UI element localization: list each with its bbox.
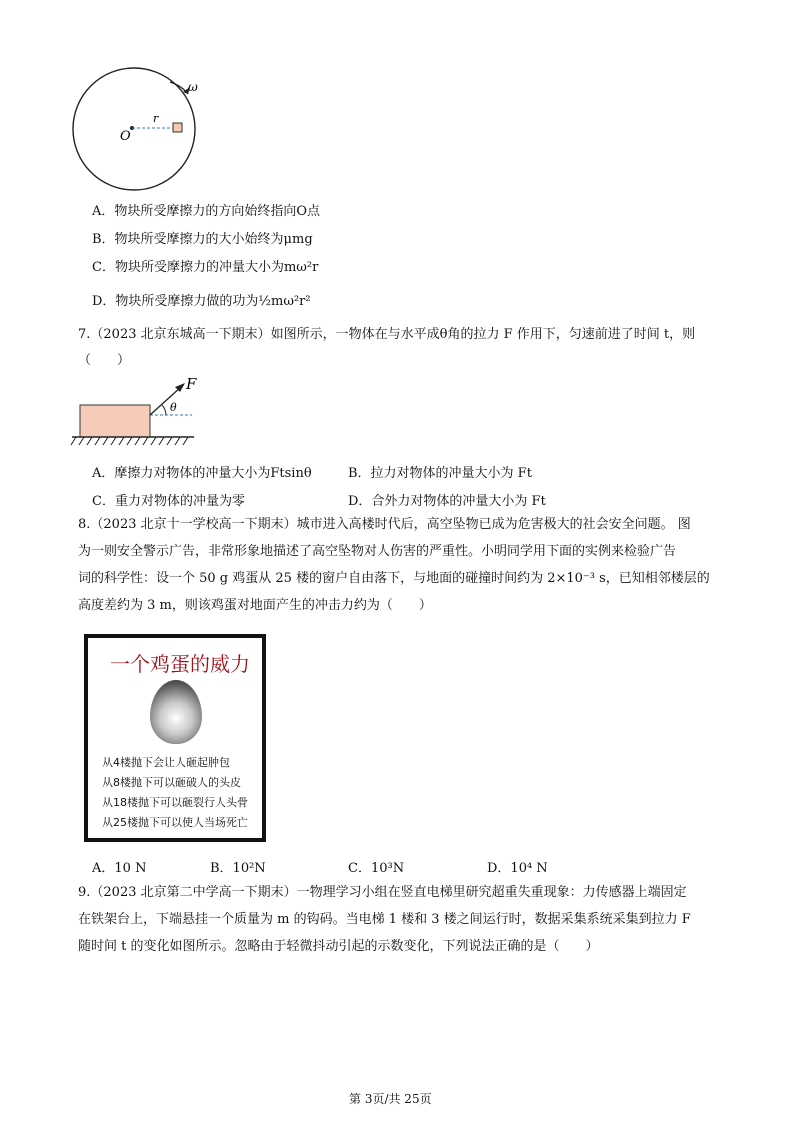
q9-stem-line1: 9.（2023 北京第二中学高一下期末）一物理学习小组在竖直电梯里研究超重失重现象：力传感器上端固定 (78, 885, 687, 900)
q8-stem-line3: 词的科学性：设一个 50 g 鸡蛋从 25 楼的窗户自由落下，与地面的碰撞时间约为 2×10⁻³ s，已知相邻楼层的 (78, 571, 710, 586)
pulled-block-diagram (70, 375, 200, 455)
radius-label: r (153, 112, 159, 125)
q7-option-b: B．拉力对物体的冲量大小为 Ft (348, 466, 532, 481)
force-label: F (186, 375, 197, 393)
q6-option-b: B．物块所受摩擦力的大小始终为μmg (92, 232, 313, 247)
ground-hatch (71, 437, 188, 445)
q8-option-b: B．10²N (210, 861, 266, 876)
q6-option-a: A．物块所受摩擦力的方向始终指向O点 (92, 204, 321, 219)
q7-stem-line2: （ ） (78, 353, 131, 368)
q8-stem-line1: 8.（2023 北京十一学校高一下期末）城市进入高楼时代后，高空坠物已成为危害极大的社会安全问题。 图 (78, 517, 691, 532)
angle-arc (162, 405, 166, 415)
egg-image (150, 680, 202, 744)
q8-stem-line4: 高度差约为 3 m，则该鸡蛋对地面产生的冲击力约为（ ） (78, 598, 432, 613)
block (173, 123, 182, 132)
q8-option-c: C．10³N (348, 861, 405, 876)
q6-option-c: C．物块所受摩擦力的冲量大小为mω²r (92, 260, 319, 275)
page-number: 第 3页/共 25页 (349, 1092, 432, 1106)
poster-line: 从4楼抛下会让人砸起肿包 (102, 756, 230, 769)
block (80, 405, 150, 437)
safety-poster (84, 634, 266, 842)
q8-option-a: A．10 N (92, 861, 147, 876)
q9-stem-line2: 在铁架台上，下端悬挂一个质量为 m 的钩码。当电梯 1 楼和 3 楼之间运行时，数据采集系统采集到拉力 F (78, 912, 691, 927)
poster-line: 从8楼抛下可以砸破人的头皮 (102, 776, 241, 789)
q7-option-d: D．合外力对物体的冲量大小为 Ft (348, 494, 546, 509)
omega-label: ω (188, 80, 198, 94)
poster-title: 一个鸡蛋的威力 (110, 652, 250, 676)
q8-option-d: D．10⁴ N (487, 861, 548, 876)
center-label: O (120, 129, 131, 144)
q9-stem-line3: 随时间 t 的变化如图所示。忽略由于轻微抖动引起的示数变化，下列说法正确的是（ ） (78, 939, 599, 954)
poster-line: 从18楼抛下可以砸裂行人头骨 (102, 796, 248, 809)
angle-label: θ (170, 401, 177, 414)
q8-stem-line2: 为一则安全警示广告，非常形象地描述了高空坠物对人伤害的严重性。小明同学用下面的实例来检验广告 (78, 544, 677, 559)
poster-line: 从25楼抛下可以使人当场死亡 (102, 816, 248, 829)
q7-stem-line1: 7.（2023 北京东城高一下期末）如图所示，一物体在与水平成θ角的拉力 F 作用下，匀速前进了时间 t，则 (78, 327, 696, 342)
q6-option-d: D．物块所受摩擦力做的功为½mω²r² (92, 294, 311, 309)
q7-option-c: C．重力对物体的冲量为零 (92, 494, 245, 509)
q7-option-a: A．摩擦力对物体的冲量大小为Ftsinθ (92, 466, 312, 481)
rotating-disc-diagram (60, 60, 220, 200)
